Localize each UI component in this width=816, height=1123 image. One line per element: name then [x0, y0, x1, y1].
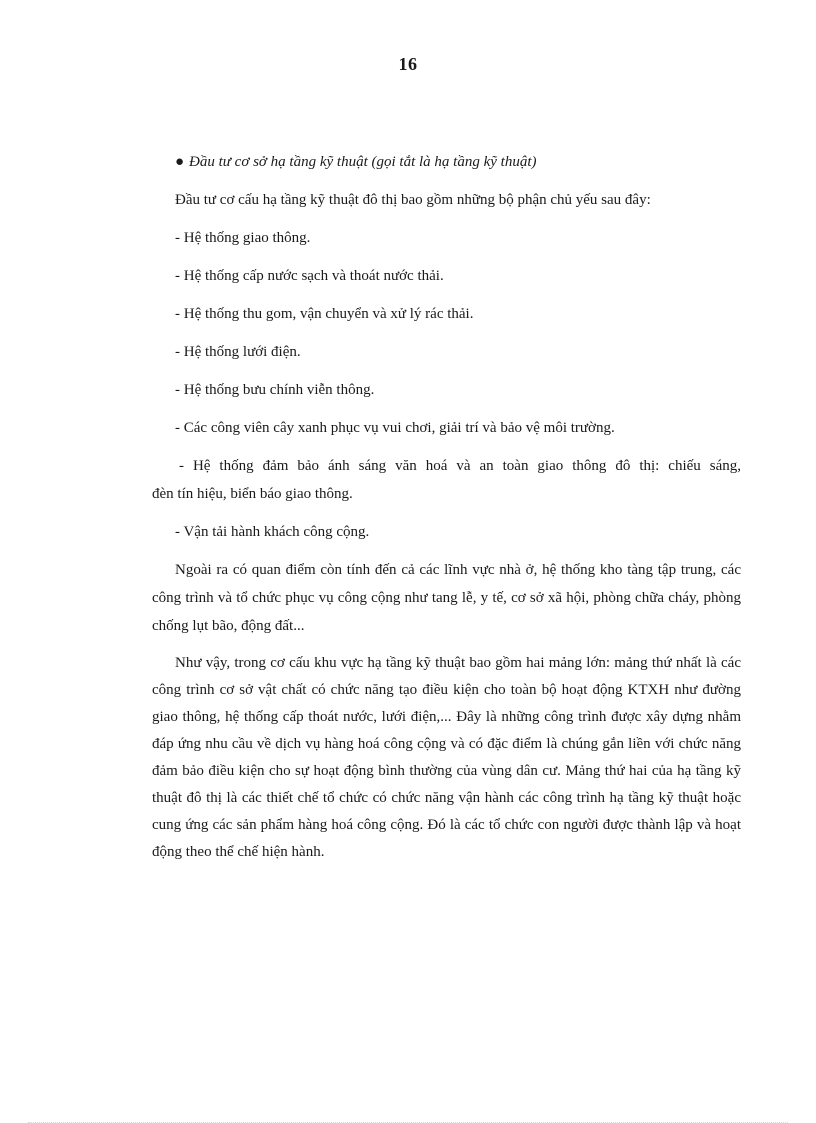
- intro-text: Đầu tư cơ cấu hạ tầng kỹ thuật đô thị bao gồm những bộ phận chủ yếu sau đây:: [175, 192, 651, 208]
- document-body: [152, 148, 741, 876]
- section-heading-text: Đầu tư cơ sở hạ tầng kỹ thuật (gọi tắt là hạ tầng kỹ thuật): [189, 154, 537, 170]
- section-heading: [175, 148, 741, 176]
- list-item: - Hệ thống cấp nước sạch và thoát nước thải.: [175, 268, 444, 284]
- list-item: - Hệ thống giao thông.: [175, 230, 311, 246]
- list-item: - Hệ thống lưới điện.: [175, 344, 301, 360]
- list-item: - Vận tải hành khách công cộng.: [175, 524, 370, 540]
- page-number: 16: [398, 54, 418, 74]
- list-item: - Hệ thống thu gom, vận chuyển và xử lý rác thải.: [175, 306, 474, 322]
- bullet-icon: ●: [175, 154, 185, 170]
- paragraph-other-views: Ngoài ra có quan điểm còn tính đến cả các lĩnh vực nhà ở, hệ thống kho tàng tập trung, các công trình và tổ chức phục vụ công cộng như tang lễ, y tế, cơ sở xã hội, phòng chữa cháy, phòng chống lụt bão, động đất...: [152, 562, 741, 634]
- list-item-long: [152, 452, 741, 508]
- list-item: - Hệ thống bưu chính viễn thông.: [175, 382, 375, 398]
- list-item: - Các công viên cây xanh phục vụ vui chơi, giải trí và bảo vệ môi trường.: [175, 420, 615, 436]
- list-item-long-continuation: đèn tín hiệu, biển báo giao thông.: [152, 486, 353, 502]
- list-item-long-first-line: - Hệ thống đảm bảo ánh sáng văn hoá và an toàn giao thông đô thị: chiếu sáng,: [179, 458, 741, 474]
- paragraph-summary: Như vậy, trong cơ cấu khu vực hạ tầng kỹ thuật bao gồm hai mảng lớn: mảng thứ nhất là các công trình cơ sở vật chất có chức năng tạo điều kiện cho toàn bộ hoạt động KTXH như đường giao thông, hệ thống cấp thoát nước, lưới điện,... Đây là những công trình được xây dựng nhằm đáp ứng nhu cầu về dịch vụ hàng hoá công cộng và có đặc điểm là chúng gắn liền với chức năng đảm bảo điều kiện cho sự hoạt động bình thường của vùng dân cư. Mảng thứ hai của hạ tầng kỹ thuật đô thị là các thiết chế tổ chức có chức năng vận hành các công trình hạ tầng kỹ thuật hoặc cung ứng các sản phẩm hàng hoá công cộng. Đó là các tổ chức con người được thành lập và hoạt động theo thể chế hiện hành.: [152, 655, 741, 860]
